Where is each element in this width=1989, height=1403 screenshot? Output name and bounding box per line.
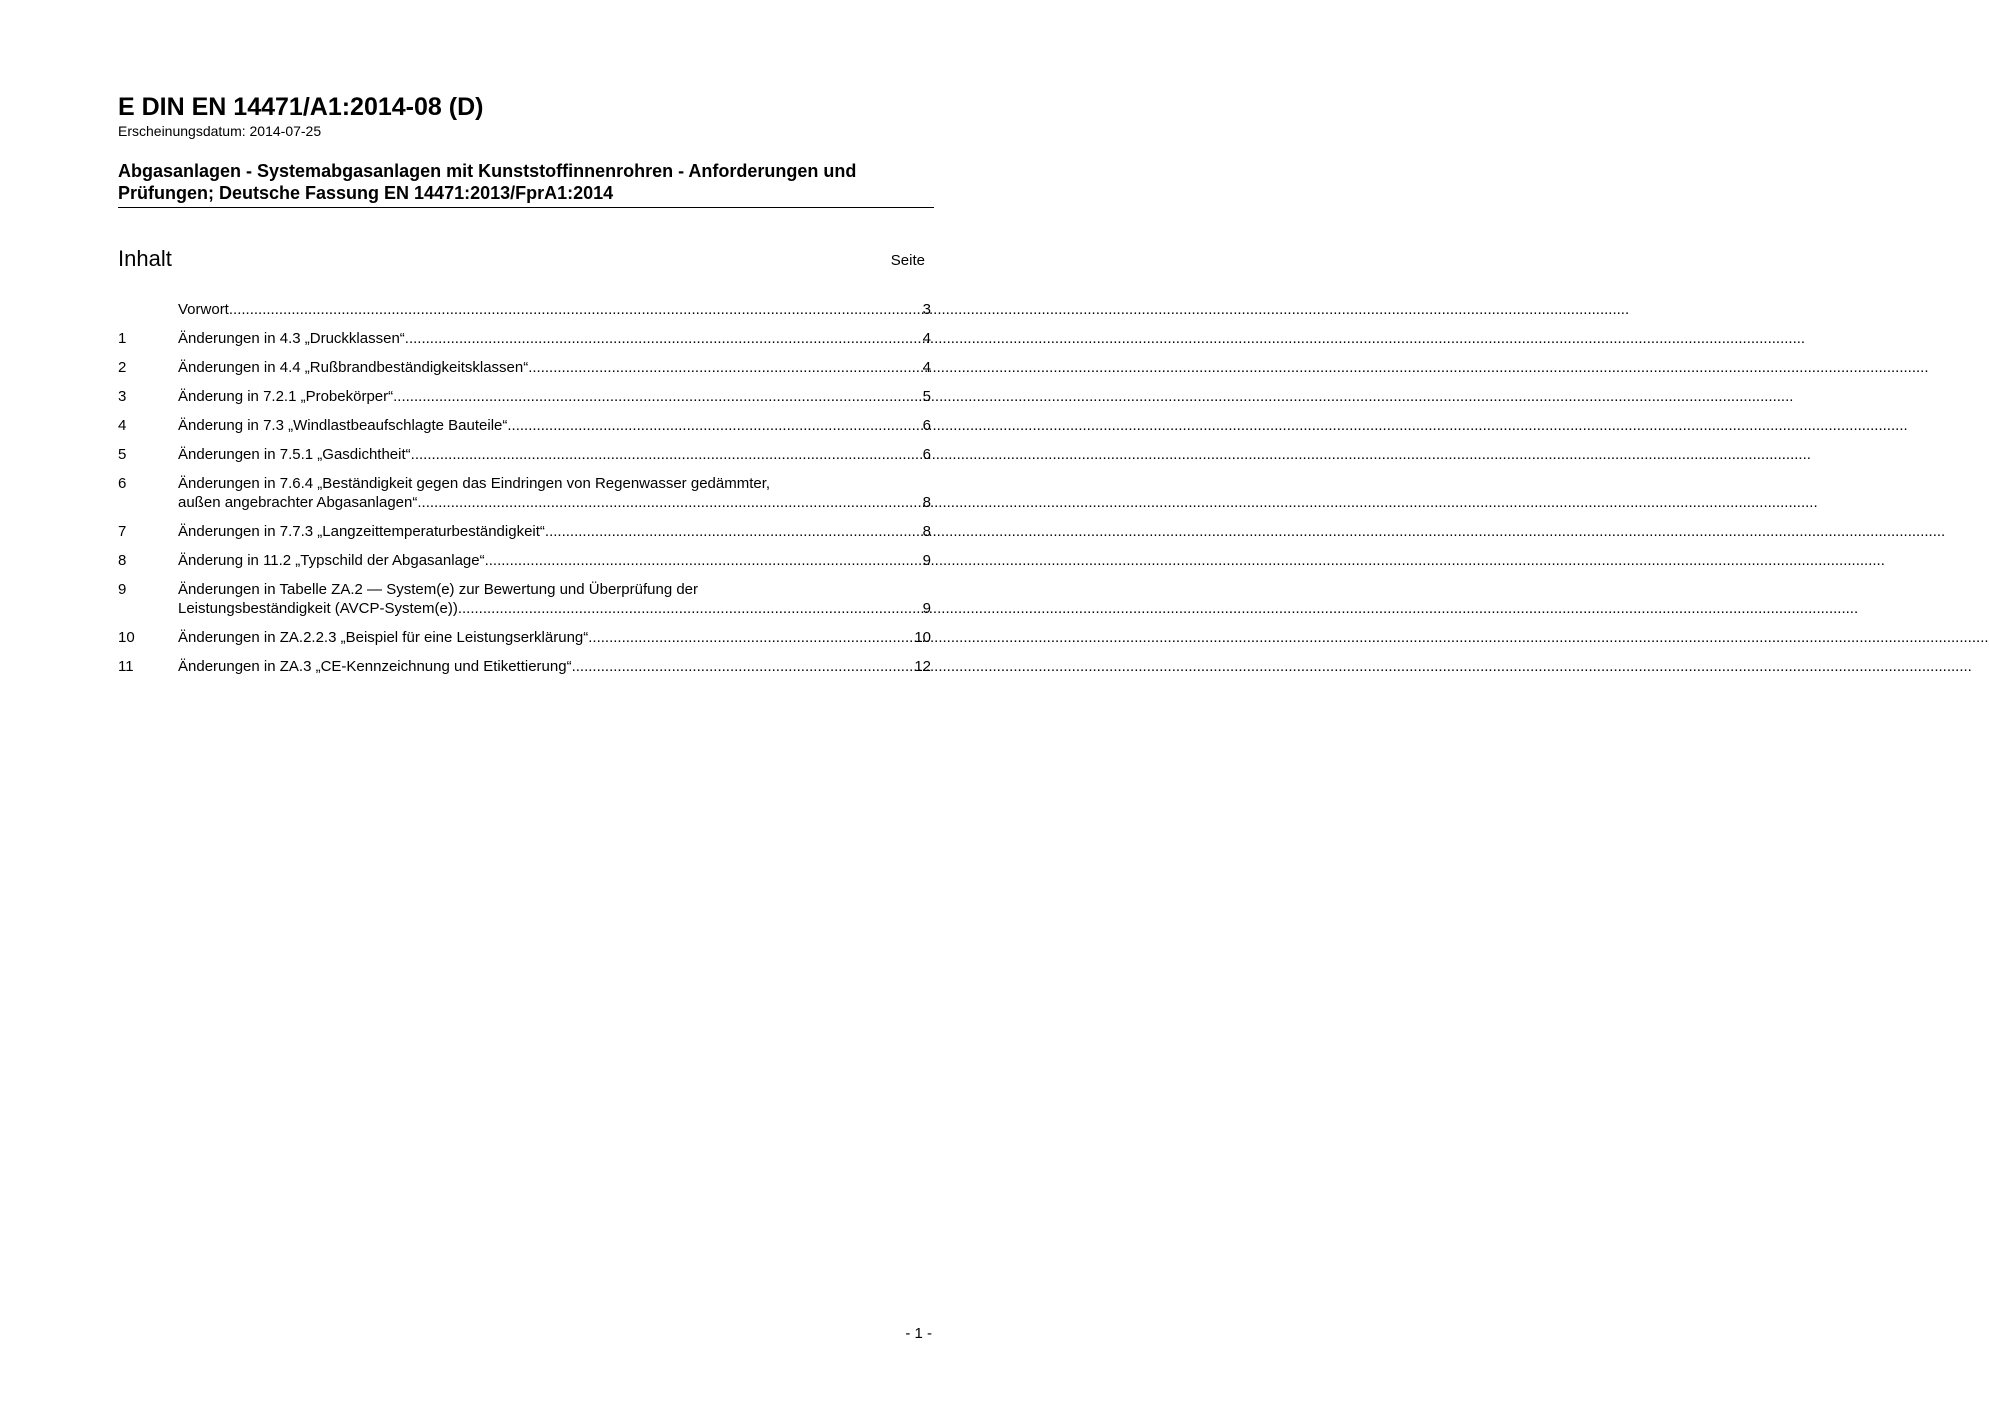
- toc-entry-title-line: Änderungen in 7.6.4 „Beständigkeit gegen das Eindringen von Regenwasser gedämmter,: [178, 475, 771, 492]
- toc-entry-title: Änderung in 7.2.1 „Probekörper“: [178, 388, 394, 405]
- toc-entry-line: [178, 358, 931, 377]
- toc-entry[interactable]: [118, 522, 931, 541]
- toc-entry-title: außen angebrachter Abgasanlagen“: [178, 494, 418, 511]
- toc-entry-line: [178, 522, 931, 541]
- toc-entry-number: 4: [118, 417, 127, 434]
- toc-dot-leader: [485, 551, 923, 570]
- toc-entry-line: [178, 387, 931, 406]
- toc-dot-leader: [417, 493, 922, 512]
- toc-entry[interactable]: [118, 387, 931, 406]
- toc-entry-line: [178, 445, 931, 464]
- toc-heading-row: [118, 246, 925, 274]
- toc-entry-page: 8: [922, 523, 931, 540]
- toc-entry-number: 1: [118, 330, 127, 347]
- toc-entry-page: 4: [922, 330, 931, 347]
- toc-entry-number: 6: [118, 475, 127, 492]
- toc-dot-leader: [229, 300, 923, 319]
- toc-entry-line: [178, 493, 931, 512]
- toc-entry-title: Änderungen in 4.3 „Druckklassen“: [178, 330, 405, 347]
- toc-entry-line: [178, 599, 931, 618]
- toc-entry-page: 10: [914, 629, 931, 646]
- toc-entry-line: [178, 416, 931, 435]
- toc-entry-title: Änderungen in 7.5.1 „Gasdichtheit“: [178, 446, 411, 463]
- toc-entry-number: 9: [118, 581, 127, 598]
- toc-entry[interactable]: [118, 657, 931, 676]
- toc-entry[interactable]: [118, 551, 931, 570]
- toc-entry[interactable]: [118, 445, 931, 464]
- toc-entry-line: [178, 551, 931, 570]
- toc-dot-leader: [588, 628, 914, 647]
- toc-entry[interactable]: [118, 580, 931, 618]
- toc-entry-line: [178, 657, 931, 676]
- toc-entry-page: 5: [922, 388, 931, 405]
- toc-entry-page: 8: [922, 494, 931, 511]
- toc-dot-leader: [458, 599, 923, 618]
- toc-entry-body: [178, 551, 931, 570]
- toc-dot-leader: [545, 522, 923, 541]
- toc-entry-body: [178, 580, 931, 618]
- toc-entry-number: 2: [118, 359, 127, 376]
- toc-dot-leader: [528, 358, 922, 377]
- toc-entry-title: Änderungen in 7.7.3 „Langzeittemperaturbeständigkeit“: [178, 523, 545, 540]
- table-of-contents: [118, 300, 931, 686]
- document-title: Abgasanlagen - Systemabgasanlagen mit Kunststoffinnenrohren - Anforderungen und Prüfungen; Deutsche Fassung EN 14471:2013/FprA1:2014: [118, 160, 934, 208]
- toc-entry-page: 9: [922, 552, 931, 569]
- toc-entry-title-line: Änderungen in Tabelle ZA.2 — System(e) zur Bewertung und Überprüfung der: [178, 581, 699, 598]
- toc-entry-title: Vorwort: [178, 301, 229, 318]
- toc-entry-body: [178, 329, 931, 348]
- toc-entry[interactable]: [118, 300, 931, 319]
- toc-entry-page: 12: [914, 658, 931, 675]
- toc-entry-page: 3: [922, 301, 931, 318]
- document-id: E DIN EN 14471/A1:2014-08 (D): [118, 93, 484, 121]
- toc-entry-number: 7: [118, 523, 127, 540]
- toc-entry-page: 4: [922, 359, 931, 376]
- toc-dot-leader: [411, 445, 923, 464]
- document-header: [118, 92, 934, 140]
- toc-entry[interactable]: [118, 628, 931, 647]
- toc-entry-title: Änderungen in ZA.3 „CE-Kennzeichnung und Etikettierung“: [178, 658, 572, 675]
- toc-entry-body: [178, 628, 931, 647]
- issue-date: Erscheinungsdatum: 2014-07-25: [118, 123, 322, 139]
- toc-entry-body: [178, 300, 931, 319]
- toc-entry[interactable]: [118, 474, 931, 512]
- toc-dot-leader: [393, 387, 923, 406]
- toc-entry[interactable]: [118, 329, 931, 348]
- page-number: - 1 -: [905, 1325, 932, 1342]
- toc-entry-body: [178, 416, 931, 435]
- toc-entry-title: Änderung in 11.2 „Typschild der Abgasanlage“: [178, 552, 485, 569]
- toc-entry-number: 8: [118, 552, 127, 569]
- toc-entry-title: Änderungen in ZA.2.2.3 „Beispiel für eine Leistungserklärung“: [178, 629, 589, 646]
- toc-page-column-header: Seite: [890, 252, 925, 269]
- toc-entry-line: [178, 628, 931, 647]
- toc-entry-body: [178, 522, 931, 541]
- toc-heading: Inhalt: [118, 246, 172, 271]
- toc-entry-title: Änderungen in 4.4 „Rußbrandbeständigkeitsklassen“: [178, 359, 529, 376]
- toc-entry-number: 11: [118, 658, 134, 675]
- toc-entry-page: 6: [922, 446, 931, 463]
- toc-entry-title: Änderung in 7.3 „Windlastbeaufschlagte Bauteile“: [178, 417, 508, 434]
- toc-entry-body: [178, 474, 931, 512]
- toc-entry[interactable]: [118, 416, 931, 435]
- toc-entry-page: 6: [922, 417, 931, 434]
- toc-entry-number: 3: [118, 388, 127, 405]
- toc-entry-line: [178, 329, 931, 348]
- toc-entry-body: [178, 657, 931, 676]
- toc-entry-body: [178, 445, 931, 464]
- toc-entry-body: [178, 387, 931, 406]
- toc-entry-number: 10: [118, 629, 135, 646]
- toc-entry-page: 9: [922, 600, 931, 617]
- toc-entry-body: [178, 358, 931, 377]
- toc-entry-title: Leistungsbeständigkeit (AVCP-System(e)): [178, 600, 458, 617]
- toc-entry-line: [178, 300, 931, 319]
- toc-entry-number: 5: [118, 446, 127, 463]
- toc-dot-leader: [405, 329, 923, 348]
- toc-dot-leader: [572, 657, 915, 676]
- toc-entry[interactable]: [118, 358, 931, 377]
- toc-dot-leader: [507, 416, 922, 435]
